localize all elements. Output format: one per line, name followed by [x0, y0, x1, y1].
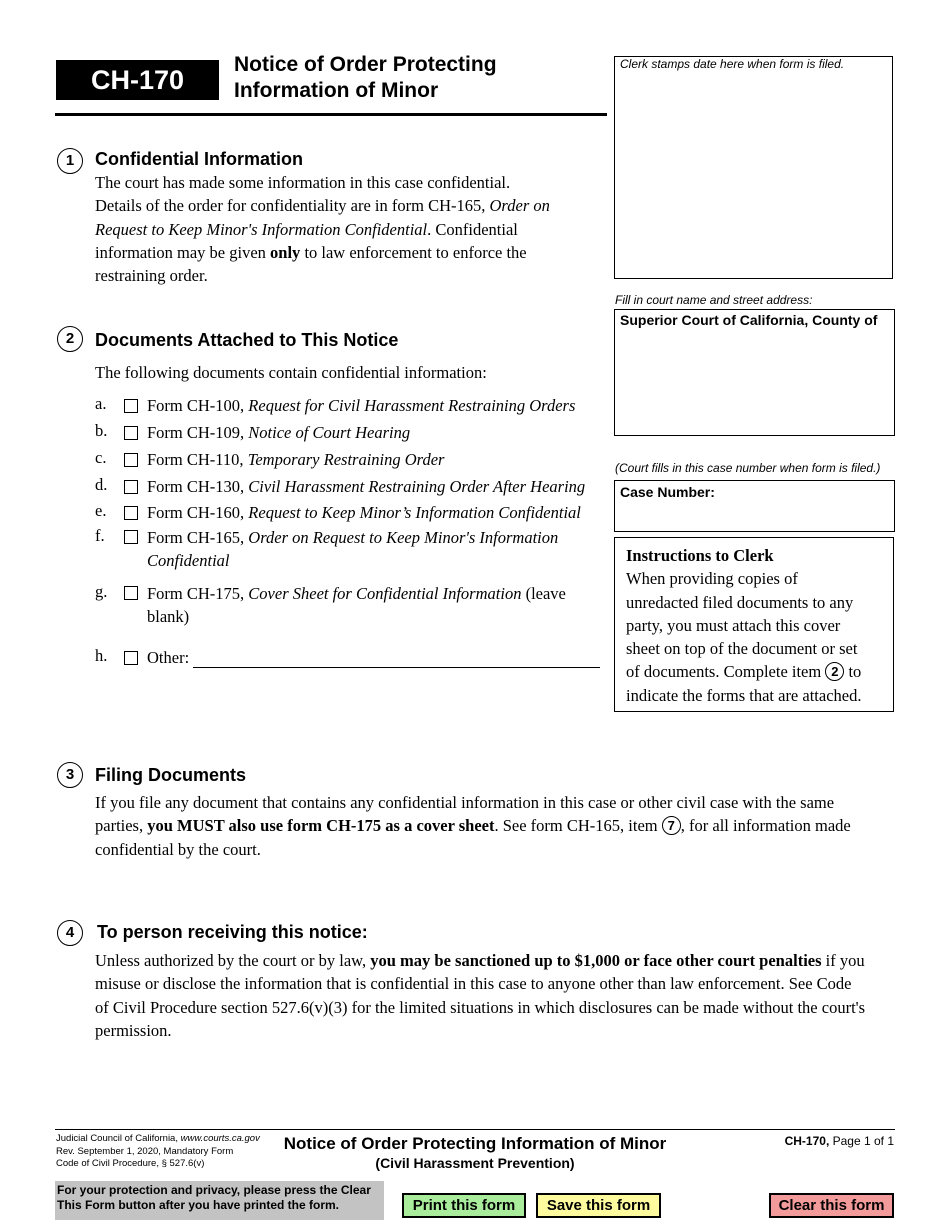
- doc-item-ch-100: Form CH-100, Request for Civil Harassment Restraining Orders: [147, 396, 576, 415]
- section-1-body: The court has made some information in this case confidential. Details of the order for confidentiality are in form CH-165, Order on Request to Keep Minor's Information Confidential. Confidential information may be given only to law enforcement to enforce the restraining order.: [95, 173, 550, 286]
- section-1-heading: Confidential Information: [95, 149, 303, 169]
- item-letter: b.: [95, 421, 108, 440]
- section-3-body: If you file any document that contains any confidential information in this case or other civil case with the same parties, you MUST also use form CH-175 as a cover sheet. See form CH-165, item 7 , for all information made confidential by the court.: [95, 793, 851, 859]
- clerk-stamp-note: Clerk stamps date here when form is filed.: [620, 57, 845, 71]
- doc-item-other-label: Other:: [147, 648, 190, 667]
- footer-divider: [55, 1129, 895, 1130]
- privacy-note: For your protection and privacy, please press the Clear This Form button after you have printed the form.: [55, 1181, 384, 1220]
- court-address-label: Fill in court name and street address:: [615, 293, 813, 307]
- instructions-line: indicate the forms that are attached.: [626, 685, 862, 705]
- page-indicator: CH-170, Page 1 of 1: [784, 1134, 894, 1148]
- instructions-line: party, you must attach this cover: [626, 615, 841, 635]
- item-letter: c.: [95, 448, 107, 467]
- section-2-intro: The following documents contain confidential information:: [95, 363, 487, 382]
- doc-item-ch-160: Form CH-160, Request to Keep Minor’s Information Confidential: [147, 503, 581, 522]
- checkbox-other[interactable]: [124, 651, 138, 665]
- checkbox-ch-130[interactable]: [124, 480, 138, 494]
- section-3-number: 3: [57, 762, 83, 788]
- item-letter: e.: [95, 501, 107, 520]
- instructions-line: sheet on top of the document or set: [626, 639, 858, 659]
- item-letter: f.: [95, 526, 105, 545]
- checkbox-ch-160[interactable]: [124, 506, 138, 520]
- instructions-line: When providing copies of: [626, 569, 798, 589]
- print-form-button[interactable]: Print this form: [402, 1193, 526, 1218]
- clear-form-button[interactable]: Clear this form: [769, 1193, 894, 1218]
- doc-item-ch-130: Form CH-130, Civil Harassment Restraining Order After Hearing: [147, 477, 586, 496]
- section-1-number: 1: [57, 148, 83, 174]
- instructions-to-clerk: [614, 537, 894, 712]
- instructions-line: of documents. Complete item 2 to: [626, 662, 862, 682]
- form-title-line2: Information of Minor: [234, 79, 439, 102]
- checkbox-ch-165[interactable]: [124, 530, 138, 544]
- doc-item-ch-109: Form CH-109, Notice of Court Hearing: [147, 423, 411, 442]
- court-name-text: Superior Court of California, County of: [620, 312, 878, 328]
- footer-meta: Judicial Council of California, www.courts.ca.gov Rev. September 1, 2020, Mandatory Form Code of Civil Procedure, § 527.6(v): [56, 1133, 260, 1169]
- section-4-body: Unless authorized by the court or by law, you may be sanctioned up to $1,000 or face other court penalties if you misuse or disclose the information that is confidential in this case to anyone other than law enforcement. See Code of Civil Procedure section 527.6(v)(3) for the limited situations in which disclosures can be made without the court's permission.: [95, 951, 866, 1040]
- item-letter: d.: [95, 475, 108, 494]
- item-7-reference: 7: [662, 816, 681, 835]
- doc-item-ch-165: Form CH-165, Order on Request to Keep Minor's Information Confidential: [147, 528, 559, 571]
- checkbox-ch-100[interactable]: [124, 399, 138, 413]
- checkbox-ch-110[interactable]: [124, 453, 138, 467]
- checkbox-ch-109[interactable]: [124, 426, 138, 440]
- section-4-heading: To person receiving this notice:: [97, 922, 368, 942]
- form-number-badge: CH-170: [56, 60, 219, 100]
- item-letter: a.: [95, 394, 107, 413]
- clerk-stamp-box: [614, 56, 893, 279]
- instructions-title: Instructions to Clerk: [626, 546, 774, 565]
- case-number-label: Case Number:: [620, 484, 715, 500]
- footer-title: Notice of Order Protecting Information of Minor (Civil Harassment Prevention): [283, 1134, 667, 1171]
- form-title: [234, 52, 594, 104]
- case-number-note: (Court fills in this case number when form is filed.): [615, 461, 881, 475]
- header-divider: [55, 113, 607, 116]
- item-2-reference: 2: [825, 662, 844, 681]
- other-input-line[interactable]: [193, 667, 600, 668]
- section-2-number: 2: [57, 326, 83, 352]
- form-title-line1: Notice of Order Protecting: [234, 53, 497, 76]
- item-letter: h.: [95, 646, 108, 665]
- item-letter: g.: [95, 582, 108, 601]
- instructions-line: unredacted filed documents to any: [626, 592, 854, 612]
- section-2-heading: Documents Attached to This Notice: [95, 330, 399, 350]
- court-address-field[interactable]: [614, 309, 895, 436]
- doc-item-ch-110: Form CH-110, Temporary Restraining Order: [147, 450, 445, 469]
- save-form-button[interactable]: Save this form: [536, 1193, 661, 1218]
- section-4-number: 4: [57, 920, 83, 946]
- section-3-heading: Filing Documents: [95, 765, 247, 785]
- checkbox-ch-175[interactable]: [124, 586, 138, 600]
- doc-item-ch-175: Form CH-175, Cover Sheet for Confidential Information (leave blank): [147, 584, 566, 627]
